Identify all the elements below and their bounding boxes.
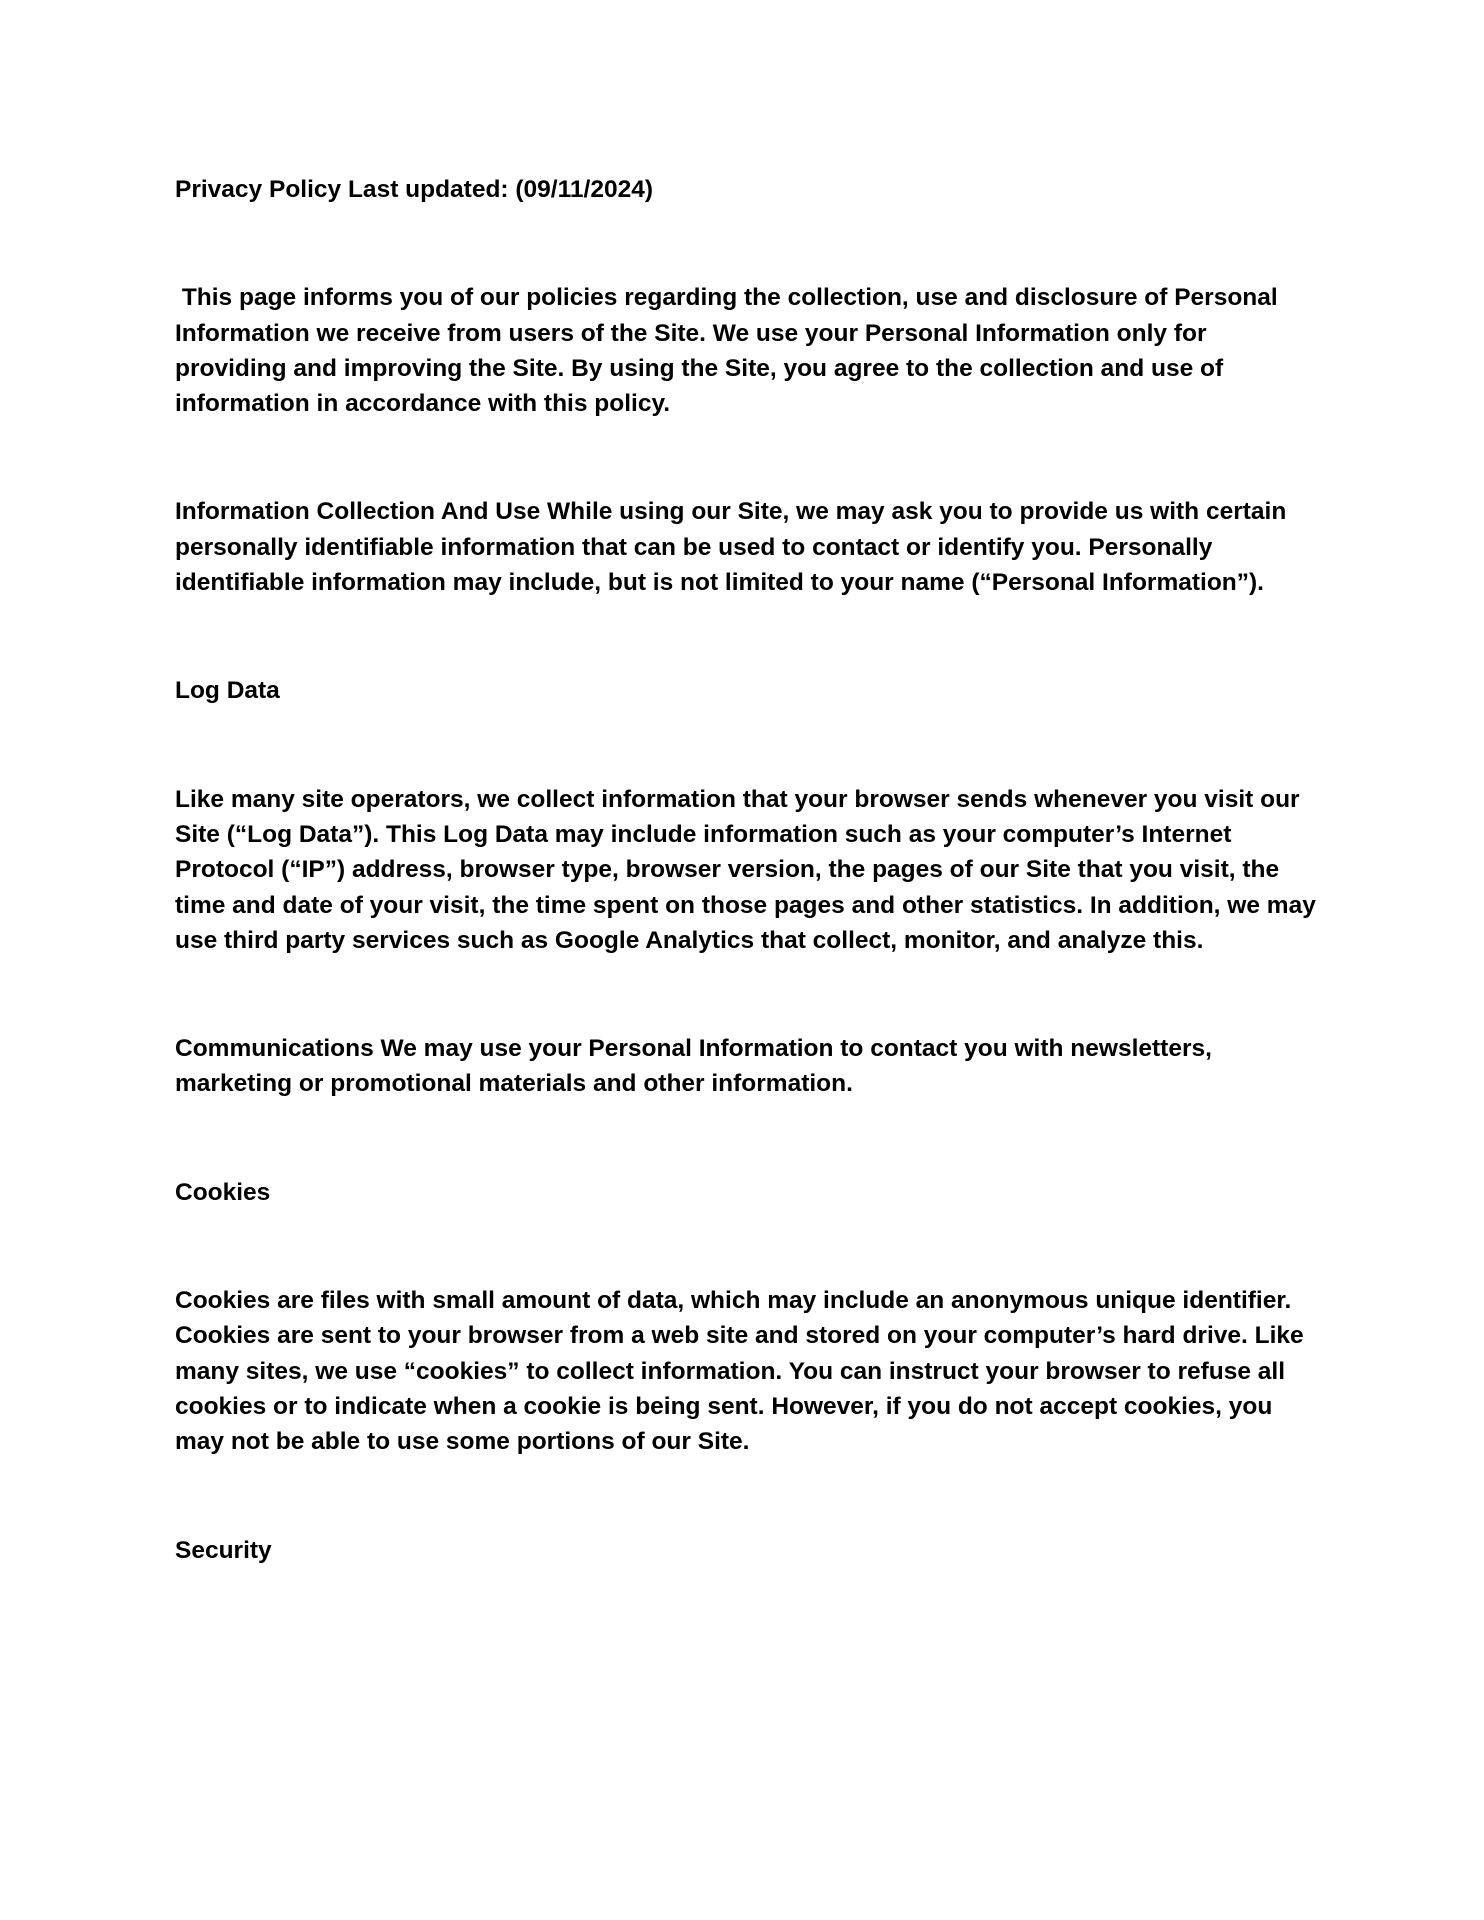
page-title: Privacy Policy Last updated: (09/11/2024) — [175, 176, 653, 203]
cookies-paragraph: Cookies are files with small amount of data, which may include an anonymous unique identifier. Cookies are sent to your browser from a web site and stored on your computer’s hard drive. Like many sites, we use “cookies” to collect information. You can instruct your browser to refuse all cookies or to indicate when a cookie is being sent. However, if you do not accept cookies, you may not be able to use some portions of our Site. — [175, 1287, 1304, 1456]
log-data-heading: Log Data — [175, 677, 280, 705]
information-collection-paragraph: Information Collection And Use While using our Site, we may ask you to provide us with certain personally identifiable information that can be used to contact or identify you. Personally identifiable information may include, but is not limited to your name (“Personal Information”). — [175, 498, 1287, 597]
log-data-paragraph: Like many site operators, we collect information that your browser sends whenever you visit our Site (“Log Data”). This Log Data may include information such as your computer’s Internet Protocol (“IP”) address, browser type, browser version, the pages of our Site that you visit, the time and date of your visit, the time spent on those pages and other statistics. In addition, we may use third party services such as Google Analytics that collect, monitor, and analyze this. — [175, 785, 1316, 954]
communications-paragraph: Communications We may use your Personal Information to contact you with newsletters, marketing or promotional materials and other information. — [175, 1035, 1212, 1098]
document-page — [175, 172, 1320, 1568]
intro-paragraph: This page informs you of our policies regarding the collection, use and disclosure of Personal Information we receive from users of the Site. We use your Personal Information only for providing and improving the Site. By using the Site, you agree to the collection and use of information in accordance with this policy. — [175, 284, 1285, 418]
cookies-heading: Cookies — [175, 1178, 271, 1206]
security-heading: Security — [175, 1536, 272, 1564]
